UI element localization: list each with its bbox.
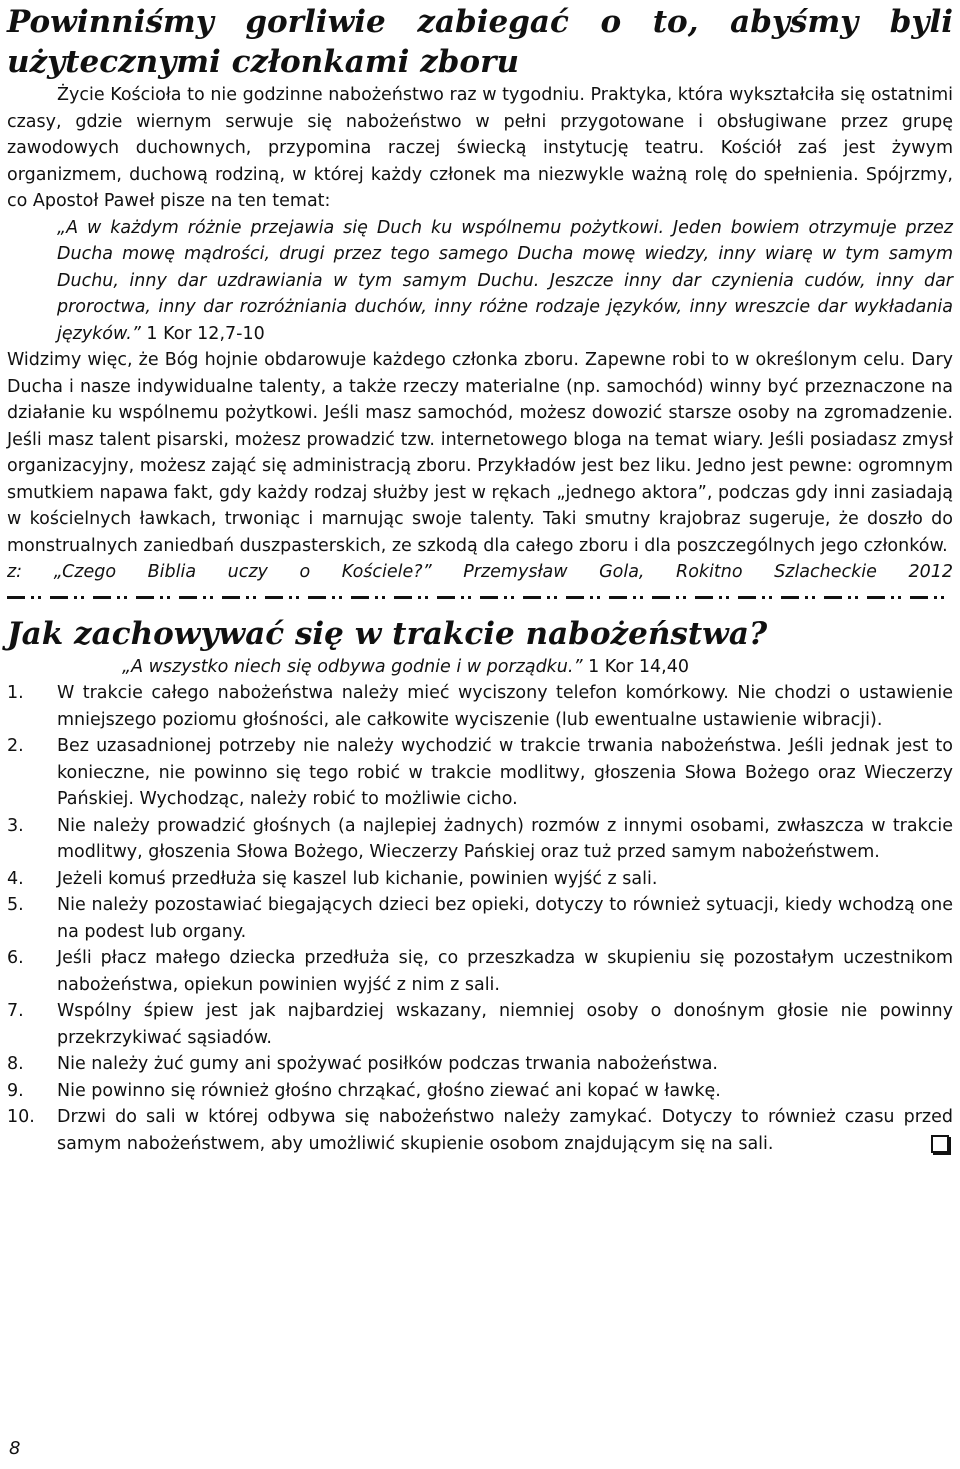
rule-item: [7, 1078, 953, 1105]
quote-text: „A w każdym różnie przejawia się Duch ku wspólnemu pożytkowi. Jeden bowiem otrzymuje przez Ducha mowę mądrości, drugi przez tego samego Ducha mowę wiedzy, inny wiarę w tym samym Duchu, inny dar uzdrawiania w tym samym Duchu. Jeszcze inny dar czynienia cudów, inny dar proroctwa, inny dar rozróżniania duchów, inny różne rodzaje języków, inny wreszcie dar wykładania języków.”: [57, 217, 953, 344]
rule-number: 7.: [7, 1001, 24, 1021]
separator-dot: [547, 596, 550, 599]
separator-dash: [437, 596, 455, 599]
separator-dot: [253, 596, 256, 599]
separator-dot: [203, 596, 206, 599]
separator-dot: [719, 596, 722, 599]
intro-paragraph: Życie Kościoła to nie godzinne nabożeństwo raz w tygodniu. Praktyka, która wykształciła się ostatnimi czasy, gdzie wiernym serwuje się nabożeństwo w pełni przygotowane i obsługiwane przez grupę zawodowych duchownych, przypomina raczej świecką instytucję teatru. Kościół zaś jest żywym organizmem, duchową rodziną, w której każdy członek ma niezwykle ważną rolę do spełnienia. Spójrzmy, co Apostoł Paweł pisze na ten temat:: [7, 85, 953, 211]
rule-number: 1.: [7, 683, 24, 703]
separator-dot: [805, 596, 808, 599]
separator-dot: [167, 596, 170, 599]
separator-dot: [418, 596, 421, 599]
separator-dash: [824, 596, 842, 599]
separator-dash: [136, 596, 154, 599]
separator-dash: [50, 596, 68, 599]
separator-dash: [308, 596, 326, 599]
rule-text: Nie powinno się również głośno chrząkać, głośno ziewać ani kopać w ławkę.: [57, 1080, 721, 1101]
separator-dot: [633, 596, 636, 599]
separator-graphic: [7, 590, 953, 604]
separator-dash: [867, 596, 885, 599]
separator-dash: [93, 596, 111, 599]
separator-dot: [38, 596, 41, 599]
separator-dot: [339, 596, 342, 599]
separator-dot: [375, 596, 378, 599]
separator-dot: [246, 596, 249, 599]
article-body: [7, 82, 953, 604]
main-paragraph: Widzimy więc, że Bóg hojnie obdarowuje każdego członka zboru. Zapewne robi to w określonym celu. Dary Ducha i nasze indywidualne talenty, a także rzeczy materialne (np. samochód) winny być przeznaczone na działanie ku wspólnemu pożytkowi. Jeśli masz samochód, możesz dowozić starsze osoby na zgromadzenie. Jeśli masz talent pisarski, możesz prowadzić tzw. internetowego bloga na temat wiary. Jeśli posiadasz zmysł organizacyjny, możesz zająć się administracją zboru. Przykładów jest bez liku. Jedno jest pewne: ogromnym smutkiem napawa fakt, gdy każdy rodzaj służby jest w rękach „jednego aktora”, podczas gdy inni zasiadają w kościelnych ławkach, trwoniąc i marnując swoje talenty. Taki smutny krajobraz sugeruje, że doszło do monstrualnych zaniedbań duszpasterskich, ze szkodą dla całego zboru i dla poszczególnych jego członków.: [7, 350, 953, 556]
separator-dot: [812, 596, 815, 599]
separator-dot: [676, 596, 679, 599]
rule-number: 2.: [7, 736, 24, 756]
rule-item: [7, 866, 953, 893]
rules-section: [7, 654, 953, 1158]
separator-dot: [468, 596, 471, 599]
separator-dot: [511, 596, 514, 599]
separator-dash: [781, 596, 799, 599]
separator-dot: [124, 596, 127, 599]
motto-text: „A wszystko niech się odbywa godnie i w porządku.”: [122, 656, 583, 677]
separator-dot: [848, 596, 851, 599]
separator-dot: [332, 596, 335, 599]
rule-number: 3.: [7, 815, 24, 836]
page-number: 8: [9, 1438, 21, 1459]
rule-text: W trakcie całego nabożeństwa należy mieć wyciszony telefon komórkowy. Nie chodzi o ustawienie mniejszego poziomu głośności, ale całkowite wyciszenie (lub ewentualne ustawienie wibracji).: [57, 683, 953, 730]
separator-dot: [382, 596, 385, 599]
separator-dash: [351, 596, 369, 599]
separator-dot: [74, 596, 77, 599]
rule-text: Jeśli płacz małego dziecka przedłuża się, co przeszkadza w skupieniu się pozostałym uczestnikom nabożeństwa, opiekun powinien wyjść z nim z sali.: [57, 948, 953, 995]
separator-dash: [222, 596, 240, 599]
quote-reference: 1 Kor 12,7-10: [140, 323, 265, 344]
rule-item: [7, 733, 953, 813]
motto-reference: 1 Kor 14,40: [582, 656, 689, 677]
separator-dot: [117, 596, 120, 599]
checkbox-icon: [931, 1135, 949, 1153]
rule-item: [7, 892, 953, 945]
rule-item: [7, 1051, 953, 1078]
rule-text: Nie należy pozostawiać biegających dzieci bez opieki, dotyczy to również sytuacji, kiedy wchodzą one na podest lub organy.: [57, 895, 953, 942]
rule-text: Jeżeli komuś przedłuża się kaszel lub kichanie, powinien wyjść z sali.: [57, 868, 658, 889]
rule-number: 8.: [7, 1054, 24, 1074]
separator-dash: [7, 596, 25, 599]
article-title: Powinniśmy gorliwie zabiegać o to, abyśmy byli użytecznymi członkami zboru: [7, 4, 953, 80]
rule-item: [7, 680, 953, 733]
separator-dash: [523, 596, 541, 599]
rule-number: 10.: [7, 1107, 35, 1127]
page: [7, 0, 953, 1157]
section-title: Jak zachowywać się w trakcie nabożeństwa?: [7, 615, 768, 652]
separator-dash: [265, 596, 283, 599]
separator-dot: [941, 596, 944, 599]
rule-number: 9.: [7, 1080, 24, 1101]
rule-item: [7, 1104, 953, 1157]
rule-text: Drzwi do sali w której odbywa się nabożeństwo należy zamykać. Dotyczy to również czasu przed samym nabożeństwem, aby umożliwić skupienie osobom znajdującym się na sali.: [57, 1107, 953, 1154]
rule-item: [7, 998, 953, 1051]
separator-dot: [891, 596, 894, 599]
rule-number: 6.: [7, 948, 24, 968]
separator-dot: [597, 596, 600, 599]
separator-dash: [609, 596, 627, 599]
source-citation: z: „Czego Biblia uczy o Kościele?” Przemysław Gola, Rokitno Szlacheckie 2012: [7, 562, 953, 582]
separator-dot: [898, 596, 901, 599]
bible-quote: [57, 215, 953, 348]
separator-dot: [640, 596, 643, 599]
separator-dash: [394, 596, 412, 599]
separator-dot: [554, 596, 557, 599]
separator-dot: [461, 596, 464, 599]
rule-number: 5.: [7, 895, 24, 915]
separator-dot: [726, 596, 729, 599]
rule-text: Nie należy żuć gumy ani spożywać posiłków podczas trwania nabożeństwa.: [57, 1054, 718, 1074]
separator-dash: [695, 596, 713, 599]
motto: [122, 654, 953, 681]
separator-dot: [210, 596, 213, 599]
dash-dot-separator: [7, 590, 953, 604]
separator-dash: [566, 596, 584, 599]
separator-dot: [934, 596, 937, 599]
separator-dot: [160, 596, 163, 599]
rule-text: Bez uzasadnionej potrzeby nie należy wychodzić w trakcie trwania nabożeństwa. Jeśli jednak jest to konieczne, nie powinno się tego robić w trakcie modlitwy, głoszenia Słowa Bożego oraz Wieczerzy Pańskiej. Wychodząc, należy robić to możliwie cicho.: [57, 736, 953, 809]
separator-dash: [652, 596, 670, 599]
separator-dot: [289, 596, 292, 599]
separator-dot: [31, 596, 34, 599]
separator-dot: [762, 596, 765, 599]
separator-dash: [738, 596, 756, 599]
separator-dot: [425, 596, 428, 599]
separator-dot: [81, 596, 84, 599]
separator-dot: [855, 596, 858, 599]
rule-text: Wspólny śpiew jest jak najbardziej wskazany, niemniej osoby o donośnym głosie nie powinny przekrzykiwać sąsiadów.: [57, 1001, 953, 1048]
separator-dash: [910, 596, 928, 599]
separator-dot: [590, 596, 593, 599]
rule-text: Nie należy prowadzić głośnych (a najlepiej żadnych) rozmów z innymi osobami, zwłaszcza w trakcie modlitwy, głoszenia Słowa Bożego, Wieczerzy Pańskiej oraz tuż przed samym nabożeństwem.: [57, 815, 953, 862]
separator-dot: [769, 596, 772, 599]
rule-item: [7, 945, 953, 998]
separator-dash: [480, 596, 498, 599]
separator-dot: [296, 596, 299, 599]
separator-dot: [504, 596, 507, 599]
separator-dash: [179, 596, 197, 599]
rule-item: [7, 813, 953, 866]
separator-dot: [683, 596, 686, 599]
rule-number: 4.: [7, 868, 24, 889]
rules-list: [7, 680, 953, 1157]
